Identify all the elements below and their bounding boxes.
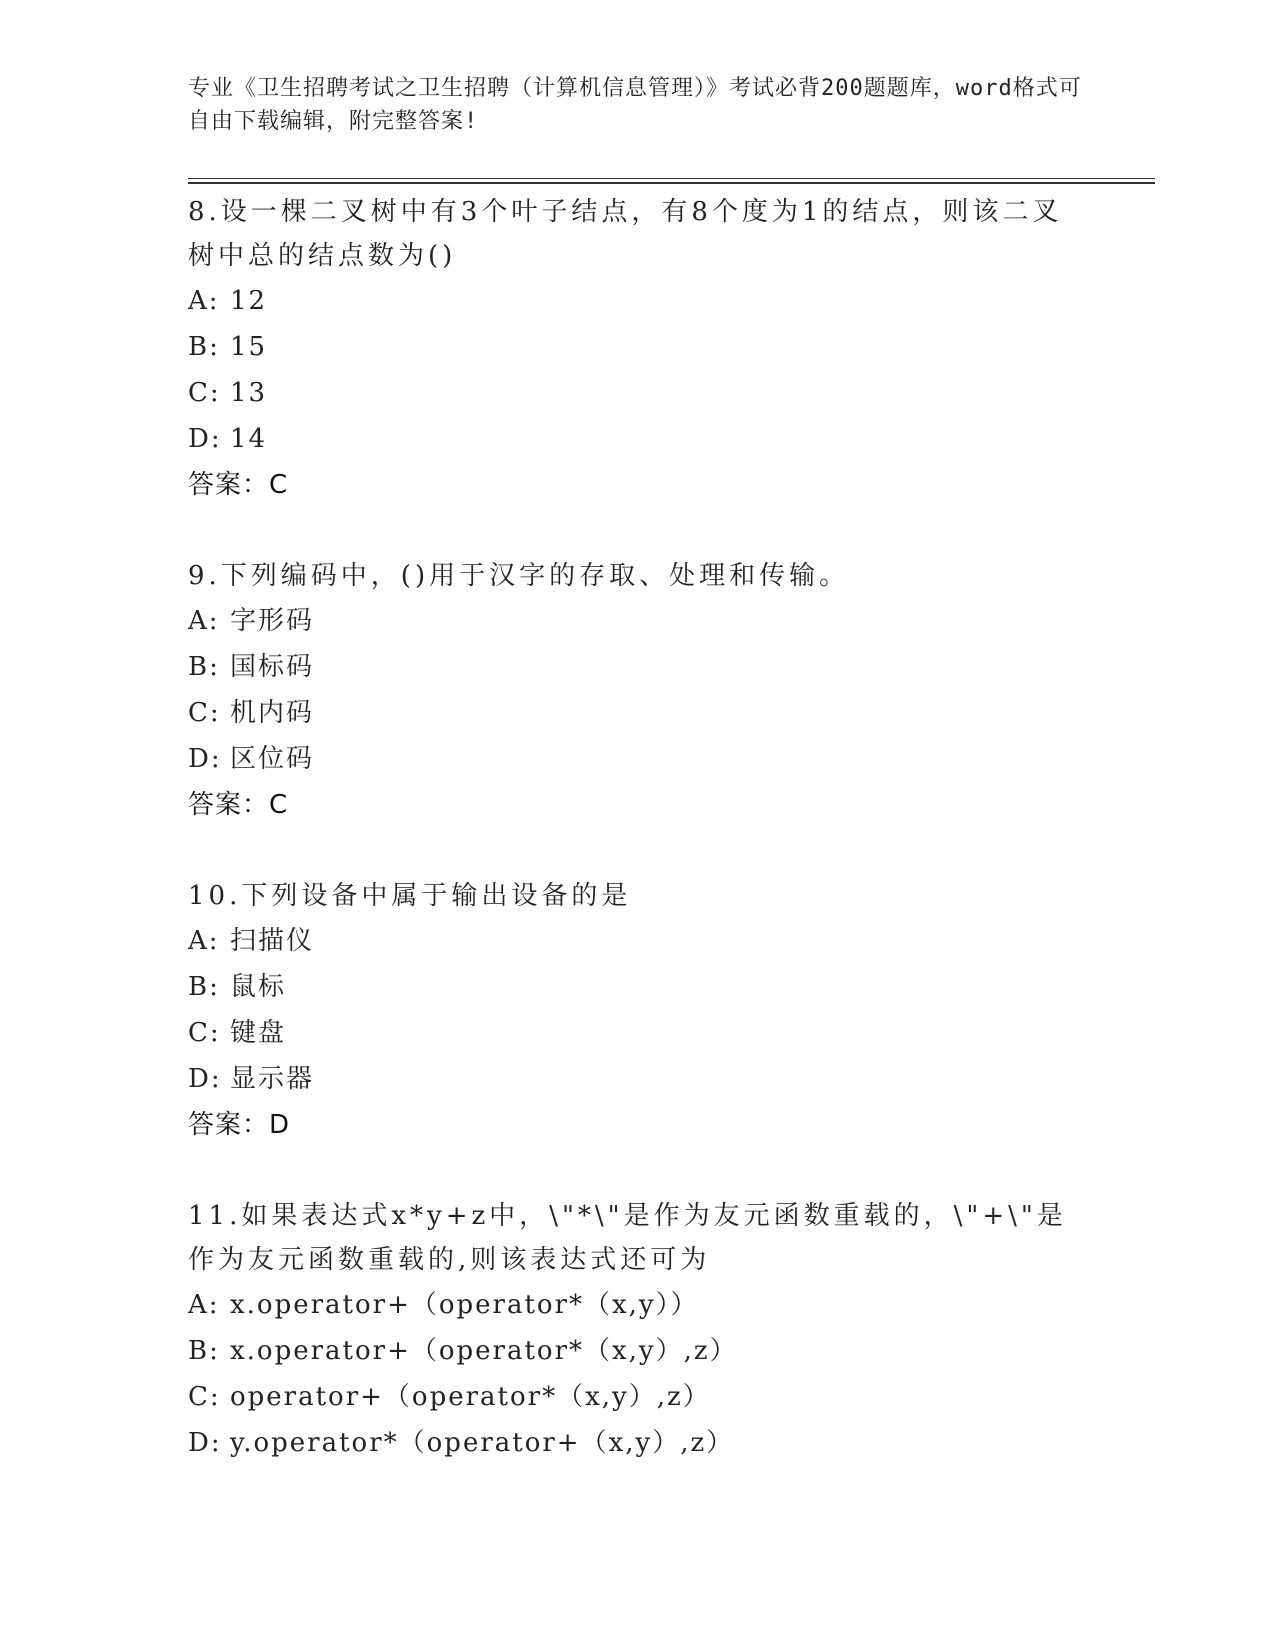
- option-key: B:: [188, 1336, 220, 1366]
- option-key: A:: [188, 1290, 220, 1320]
- option-b: [188, 644, 1088, 690]
- option-key: D:: [188, 424, 222, 454]
- option-text: 12: [230, 286, 268, 316]
- option-text: operator+（operator*（x,y）,z）: [230, 1382, 711, 1412]
- option-d: [188, 1420, 1088, 1466]
- option-d: [188, 1056, 1088, 1102]
- option-key: A:: [188, 606, 220, 636]
- option-c: [188, 1010, 1088, 1056]
- question-10: [188, 874, 1088, 1148]
- question-stem: 11.如果表达式x*y+z中，\"*\"是作为友元函数重载的，\"+\"是作为友元函数重载的,则该表达式还可为: [188, 1201, 1067, 1275]
- question-list: [188, 190, 1088, 1466]
- question-9: [188, 554, 1088, 828]
- question-stem: 8.设一棵二叉树中有3个叶子结点，有8个度为1的结点，则该二叉树中总的结点数为(): [188, 197, 1063, 271]
- answer-line: 答案：D: [188, 1110, 291, 1140]
- header-divider-thick: [188, 182, 1155, 184]
- option-text: x.operator+（operator*（x,y）,z）: [230, 1336, 738, 1366]
- answer-line: 答案：C: [188, 470, 289, 500]
- option-b: [188, 324, 1088, 370]
- option-text: 机内码: [230, 698, 315, 728]
- document-header: [188, 72, 1088, 138]
- option-text: 15: [230, 332, 268, 362]
- question-8: [188, 190, 1088, 508]
- option-key: C:: [188, 1382, 221, 1412]
- option-key: B:: [188, 652, 220, 682]
- option-c: [188, 370, 1088, 416]
- option-b: [188, 1328, 1088, 1374]
- option-key: A:: [188, 926, 220, 956]
- option-key: B:: [188, 332, 220, 362]
- option-text: 区位码: [230, 744, 315, 774]
- option-key: C:: [188, 698, 221, 728]
- option-text: 键盘: [230, 1018, 287, 1048]
- option-text: 14: [230, 424, 268, 454]
- option-key: A:: [188, 286, 220, 316]
- option-text: 13: [230, 378, 268, 408]
- option-b: [188, 964, 1088, 1010]
- option-a: [188, 278, 1088, 324]
- option-text: 字形码: [230, 606, 315, 636]
- option-key: D:: [188, 1428, 222, 1458]
- question-stem: 10.下列设备中属于输出设备的是: [188, 881, 632, 911]
- option-key: D:: [188, 1064, 222, 1094]
- header-text: 专业《卫生招聘考试之卫生招聘（计算机信息管理）》考试必背200题题库，word格式可自由下载编辑，附完整答案!: [188, 76, 1082, 134]
- option-text: 鼠标: [230, 972, 287, 1002]
- option-text: 国标码: [230, 652, 315, 682]
- option-text: 显示器: [230, 1064, 315, 1094]
- option-a: [188, 918, 1088, 964]
- option-c: [188, 690, 1088, 736]
- option-key: C:: [188, 378, 221, 408]
- option-a: [188, 598, 1088, 644]
- option-key: C:: [188, 1018, 221, 1048]
- question-11: [188, 1194, 1088, 1466]
- option-d: [188, 416, 1088, 462]
- option-text: y.operator*（operator+（x,y）,z）: [230, 1428, 735, 1458]
- option-key: D:: [188, 744, 222, 774]
- answer-line: 答案：C: [188, 790, 289, 820]
- option-d: [188, 736, 1088, 782]
- header-divider-thin: [188, 178, 1155, 179]
- option-c: [188, 1374, 1088, 1420]
- option-text: 扫描仪: [230, 926, 315, 956]
- option-text: x.operator+（operator*（x,y））: [230, 1290, 699, 1320]
- option-key: B:: [188, 972, 220, 1002]
- option-a: [188, 1282, 1088, 1328]
- question-stem: 9.下列编码中，()用于汉字的存取、处理和传输。: [188, 561, 850, 591]
